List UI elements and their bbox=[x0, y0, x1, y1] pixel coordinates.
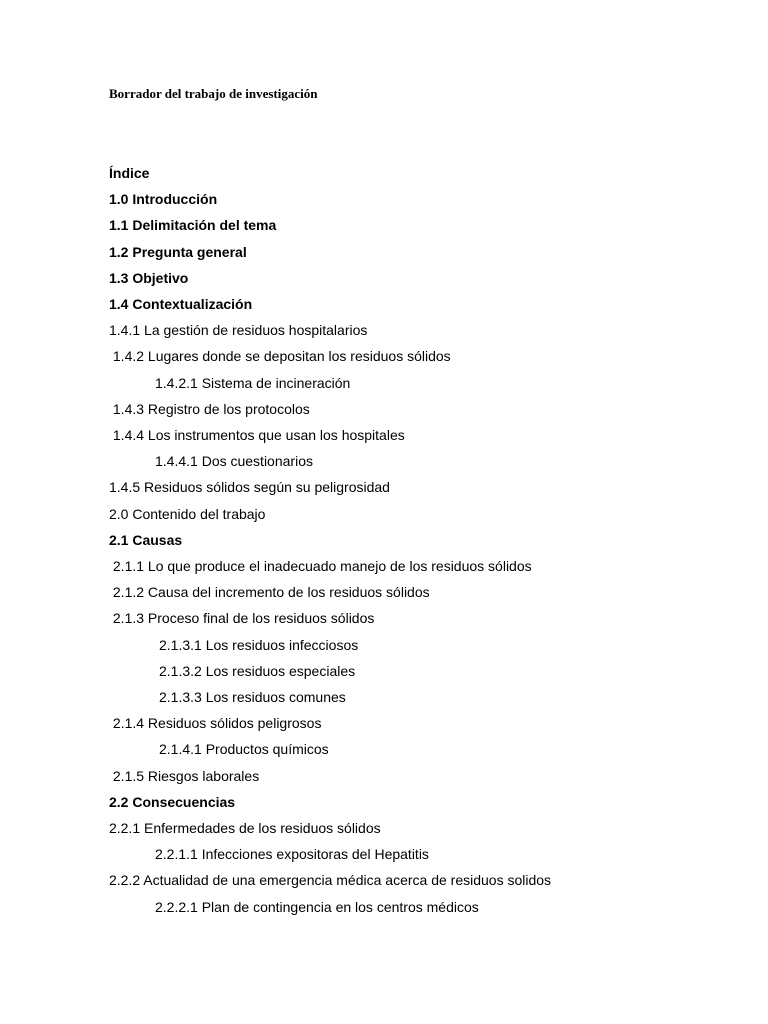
toc-entry: 2.1.5 Riesgos laborales bbox=[109, 768, 260, 784]
toc-entry: 2.1 Causas bbox=[109, 532, 183, 548]
toc-entry: 2.1.2 Causa del incremento de los residuos sólidos bbox=[109, 584, 430, 600]
toc-entry: 2.1.3.1 Los residuos infecciosos bbox=[159, 637, 359, 653]
toc-entry: 1.4.4.1 Dos cuestionarios bbox=[155, 453, 313, 469]
toc-entry: 2.1.3 Proceso final de los residuos sólidos bbox=[109, 610, 375, 626]
toc-entry: 2.0 Contenido del trabajo bbox=[109, 506, 266, 522]
toc-entry: 2.2.2.1 Plan de contingencia en los centros médicos bbox=[155, 899, 479, 915]
toc-entry: 1.4.2.1 Sistema de incineración bbox=[155, 375, 351, 391]
toc-entry: 1.4.4 Los instrumentos que usan los hospitales bbox=[109, 427, 405, 443]
toc-entry: 2.1.3.2 Los residuos especiales bbox=[159, 663, 356, 679]
toc-entry: 1.4.1 La gestión de residuos hospitalarios bbox=[109, 322, 368, 338]
toc-entry: 2.1.1 Lo que produce el inadecuado manejo de los residuos sólidos bbox=[109, 558, 532, 574]
toc-entry: 2.2.1 Enfermedades de los residuos sólidos bbox=[109, 820, 381, 836]
toc-entry: 2.1.3.3 Los residuos comunes bbox=[159, 689, 346, 705]
toc-entry: 1.3 Objetivo bbox=[109, 270, 189, 286]
toc-entry: 2.1.4 Residuos sólidos peligrosos bbox=[109, 715, 322, 731]
toc-entry: 2.2.1.1 Infecciones expositoras del Hepatitis bbox=[155, 846, 429, 862]
toc-entry: 1.4.5 Residuos sólidos según su peligrosidad bbox=[109, 479, 390, 495]
toc-entry: 1.0 Introducción bbox=[109, 191, 218, 207]
toc-entry: 1.4 Contextualización bbox=[109, 296, 253, 312]
toc-entry: 1.4.3 Registro de los protocolos bbox=[109, 401, 310, 417]
toc-entry: 1.1 Delimitación del tema bbox=[109, 217, 277, 233]
toc-heading: Índice bbox=[109, 165, 150, 181]
toc-entry: 1.2 Pregunta general bbox=[109, 244, 247, 260]
toc-entry: 2.2.2 Actualidad de una emergencia médica acerca de residuos solidos bbox=[109, 872, 552, 888]
toc-entry: 2.1.4.1 Productos químicos bbox=[159, 741, 329, 757]
toc-entry: 1.4.2 Lugares donde se depositan los residuos sólidos bbox=[109, 348, 451, 364]
toc-entry: 2.2 Consecuencias bbox=[109, 794, 236, 810]
document-title: Borrador del trabajo de investigación bbox=[109, 86, 318, 101]
